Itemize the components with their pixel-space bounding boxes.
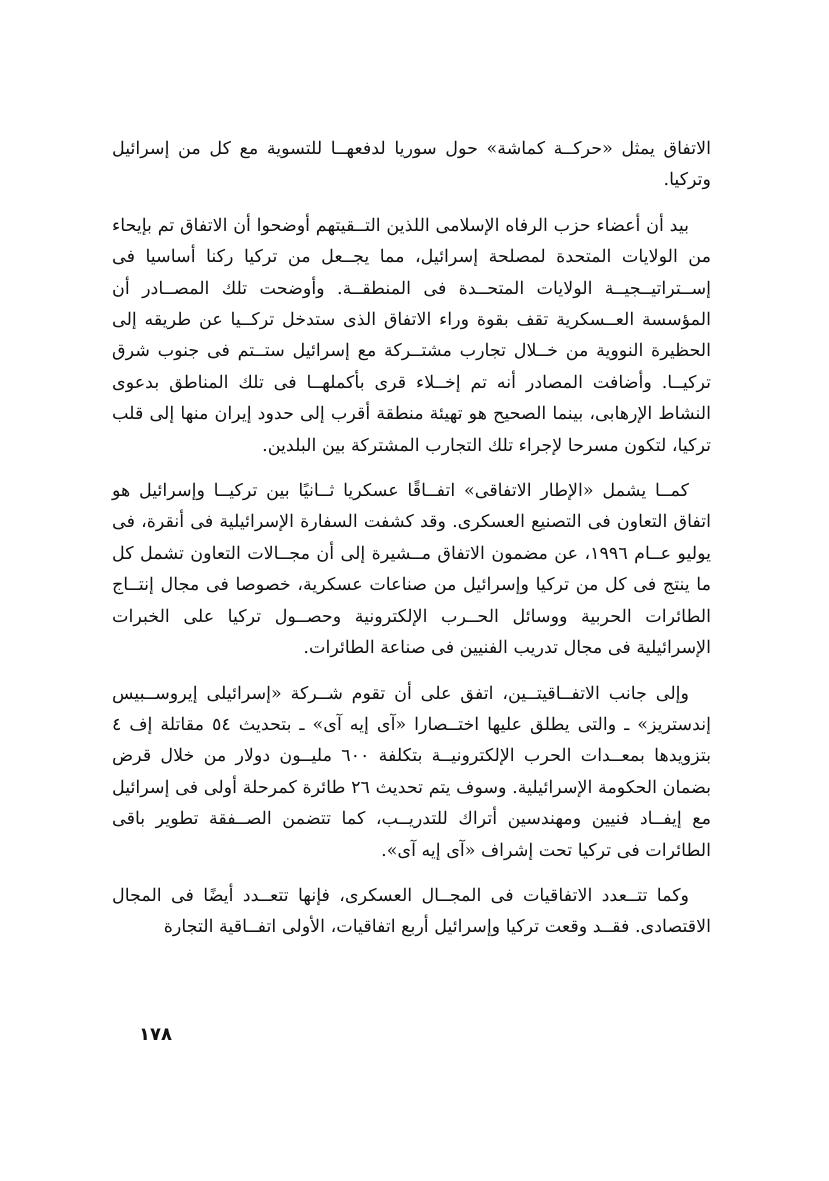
paragraph-4: وإلى جانب الاتفــاقيتــين، اتفق على أن تقوم شــركة «إسرائيلى إيروســبيس إندستريز» ـ والتى يطلق عليها اختــصارا «آى إيه آى» ـ بتحديث ٥٤ مقاتلة إف ٤ بتزويدها بمعــدات الحرب الإلكترونيــة بتكلفة ٦٠٠ مليــون دولار من خلال قرض بضمان الحكومة الإسرائيلية. وسوف يتم تحديث ٢٦ طائرة كمرحلة أولى فى إسرائيل مع إيفــاد فنيين ومهندسين أتراك للتدريــب، كما تتضمن الصــفقة تطوير باقى الطائرات فى تركيا تحت إشراف «آى إيه آى». xyxy=(112,683,712,861)
body-text xyxy=(112,134,711,958)
page-number: ١٧٨ xyxy=(139,1024,172,1045)
paragraph-1: الاتفاق يمثل «حركــة كماشة» حول سوريا لدفعهــا للتسوية مع كل من إسرائيل وتركيا. xyxy=(112,139,711,191)
paragraph-5: وكما تتــعدد الاتفاقيات فى المجــال العسكرى، فإنها تتعــدد أيضًا فى المجال الاقتصادى. فقــد وقعت تركيا وإسرائيل أربع اتفاقيات، الأولى اتفــاقية التجارة xyxy=(112,885,711,938)
paragraph-2: بيد أن أعضاء حزب الرفاه الإسلامى اللذين التــقيتهم أوضحوا أن الاتفاق تم بإيحاء من الولايات المتحدة لمصلحة إسرائيل، مما يجــعل من تركيا ركنا أساسيا فى إســتراتيــجيــة الولايات المتحــدة فى المنطقــة. وأوضحت تلك المصــادر أن المؤسسة العــسكرية تقف بقوة وراء الاتفاق الذى ستدخل تركــيا عن طريقه إلى الحظيرة النووية من خــلال تجارب مشتــركة مع إسرائيل ستــتم فى جنوب شرق تركيــا. وأضافت المصادر أنه تم إخــلاء قرى بأكملهــا فى تلك المناطق بدعوى النشاط الإرهابى، بينما الصحيح هو تهيئة منطقة أقرب إلى حدود إيران منها إلى قلب تركيا، لتكون مسرحا لإجراء تلك التجارب المشتركة بين البلدين. xyxy=(112,215,711,456)
paragraph-3: كمــا يشمل «الإطار الاتفاقى» اتفــاقًا عسكريا ثــانيًا بين تركيــا وإسرائيل هو اتفاق التعاون فى التصنيع العسكرى. وقد كشفت السفارة الإسرائيلية فى أنقرة، فى يوليو عــام ١٩٩٦، عن مضمون الاتفاق مــشيرة إلى أن مجــالات التعاون تشمل كل ما ينتج فى كل من تركيا وإسرائيل من صناعات عسكرية، خصوصا فى مجال إنتــاج الطائرات الحربية ووسائل الحــرب الإلكترونية وحصــول تركيا على الخبرات الإسرائيلية فى مجال تدريب الفنيين فى صناعة الطائرات. xyxy=(112,481,711,659)
